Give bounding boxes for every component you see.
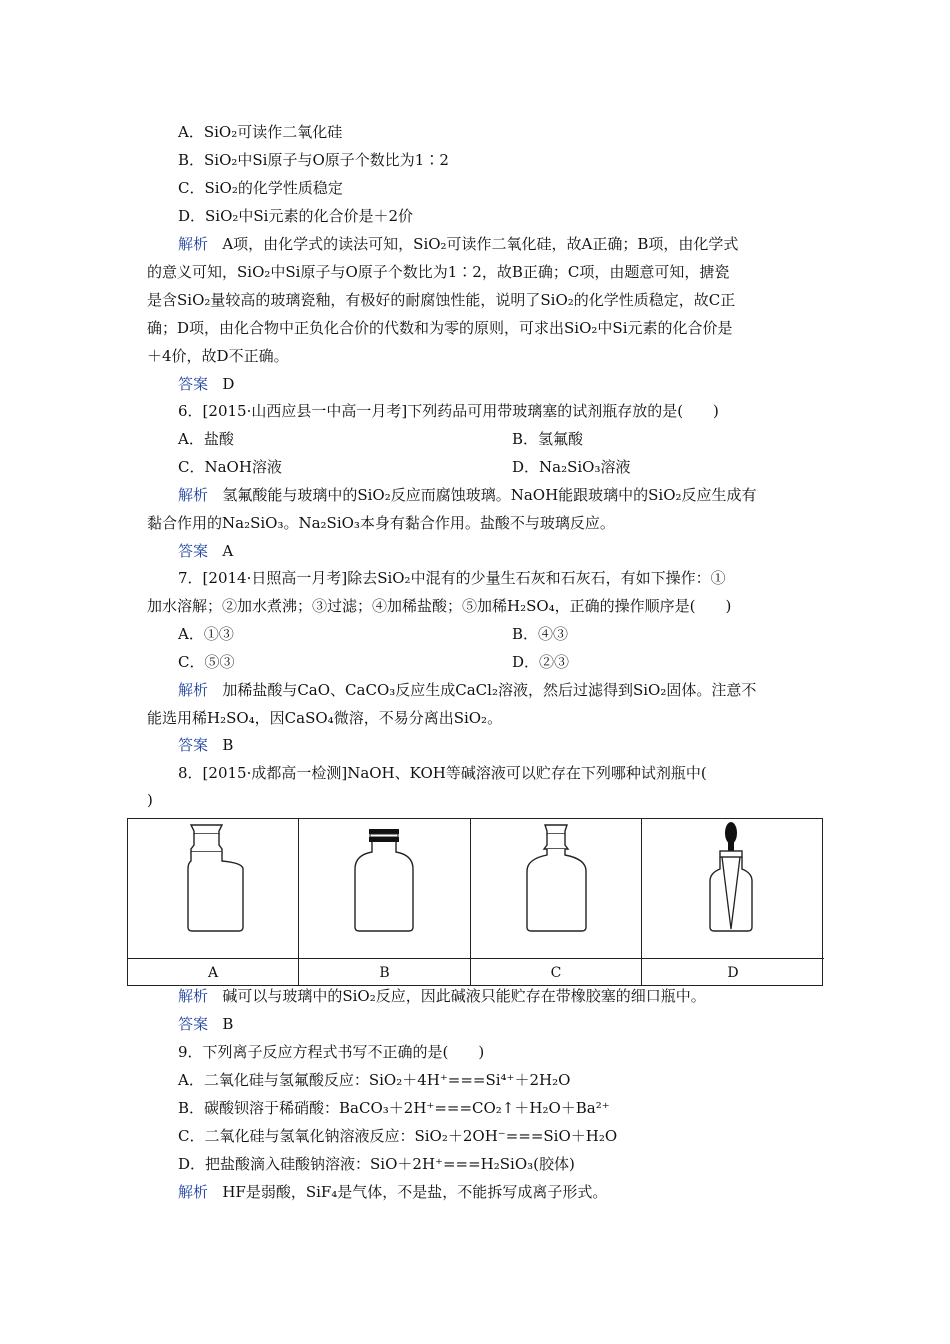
dropper-bottle-icon	[642, 819, 824, 958]
q7-stem-line-2: 加水溶解；②加水煮沸；③过滤；④加稀盐酸；⑤加稀H₂SO₄，正确的操作顺序是( )	[147, 597, 732, 615]
q9-analysis-text-1: HF是弱酸，SiF₄是气体，不是盐，不能拆写成离子形式。	[222, 1183, 608, 1201]
ground-glass-narrow-mouth-bottle-icon	[471, 819, 642, 958]
q5-analysis-line-2: 的意义可知，SiO₂中Si原子与O原子个数比为1∶2，故B正确；C项，由题意可知，搪瓷	[147, 263, 730, 281]
q5-answer-value: D	[222, 375, 235, 393]
bottle-options-table	[127, 818, 823, 986]
q8-analysis-line-1	[178, 985, 706, 1007]
q9-option-d: D．把盐酸滴入硅酸钠溶液：SiO＋2H⁺===H₂SiO₃(胶体)	[178, 1155, 575, 1173]
bottle-label-a: A	[128, 958, 299, 986]
q7-analysis-line-2: 能选用稀H₂SO₄，因CaSO₄微溶，不易分离出SiO₂。	[147, 709, 503, 727]
q7-option-c: C．⑤③	[178, 653, 235, 671]
q6-analysis-text-1: 氢氟酸能与玻璃中的SiO₂反应而腐蚀玻璃。NaOH能跟玻璃中的SiO₂反应生成有	[222, 486, 757, 504]
q6-answer	[178, 540, 233, 562]
q6-answer-value: A	[222, 542, 234, 560]
bottle-cell-c	[471, 819, 642, 958]
q5-option-a: A．SiO₂可读作二氧化硅	[178, 123, 343, 141]
q5-analysis-text-1: A项，由化学式的读法可知，SiO₂可读作二氧化硅，故A正确；B项，由化学式	[222, 235, 739, 253]
q5-option-b: B．SiO₂中Si原子与O原子个数比为1∶2	[178, 151, 449, 169]
q5-analysis-line-4: 确；D项，由化合物中正负化合价的代数和为零的原则，可求出SiO₂中Si元素的化合价是	[147, 319, 733, 337]
analysis-label: 解析	[178, 987, 209, 1005]
q9-stem: 9．下列离子反应方程式书写不正确的是( )	[178, 1043, 485, 1061]
q5-analysis-line-5: ＋4价，故D不正确。	[147, 347, 289, 365]
q7-analysis-line-1	[178, 679, 756, 701]
q7-answer	[178, 734, 233, 756]
q7-option-a: A．①③	[178, 625, 234, 643]
analysis-label: 解析	[178, 1183, 209, 1201]
q7-option-b: B．④③	[512, 625, 569, 643]
answer-label: 答案	[178, 542, 209, 560]
answer-label: 答案	[178, 375, 209, 393]
ground-glass-wide-mouth-bottle-icon	[128, 819, 299, 958]
analysis-label: 解析	[178, 681, 209, 699]
q6-analysis-line-2: 黏合作用的Na₂SiO₃。Na₂SiO₃本身有黏合作用。盐酸不与玻璃反应。	[147, 514, 615, 532]
q8-stem-line-2: )	[147, 791, 153, 809]
bottle-cell-a	[128, 819, 299, 958]
answer-label: 答案	[178, 736, 209, 754]
q7-answer-value: B	[222, 736, 234, 754]
q8-answer-value: B	[222, 1015, 234, 1033]
bottle-cell-d	[642, 819, 824, 958]
q9-option-a: A．二氧化硅与氢氟酸反应：SiO₂＋4H⁺===Si⁴⁺＋2H₂O	[178, 1071, 571, 1089]
q5-analysis-line-3: 是含SiO₂量较高的玻璃瓷釉，有极好的耐腐蚀性能，说明了SiO₂的化学性质稳定，故C正	[147, 291, 736, 309]
q9-option-c: C．二氧化硅与氢氧化钠溶液反应：SiO₂＋2OH⁻===SiO＋H₂O	[178, 1127, 618, 1145]
q8-answer	[178, 1013, 233, 1035]
q5-option-c: C．SiO₂的化学性质稳定	[178, 179, 343, 197]
q6-option-a: A．盐酸	[178, 430, 234, 448]
q6-option-c: C．NaOH溶液	[178, 458, 282, 476]
q5-answer	[178, 373, 234, 395]
bottle-cell-b	[299, 819, 471, 958]
q9-analysis-line-1	[178, 1181, 607, 1203]
q6-option-d: D．Na₂SiO₃溶液	[512, 458, 631, 476]
q6-stem: 6．[2015·山西应县一中高一月考]下列药品可用带玻璃塞的试剂瓶存放的是( )	[178, 402, 719, 420]
bottle-label-d: D	[642, 958, 824, 986]
answer-label: 答案	[178, 1015, 209, 1033]
q7-option-d: D．②③	[512, 653, 570, 671]
analysis-label: 解析	[178, 235, 209, 253]
q8-analysis-text-1: 碱可以与玻璃中的SiO₂反应，因此碱液只能贮存在带橡胶塞的细口瓶中。	[222, 987, 706, 1005]
q9-option-b: B．碳酸钡溶于稀硝酸：BaCO₃＋2H⁺===CO₂↑＋H₂O＋Ba²⁺	[178, 1099, 610, 1117]
q7-analysis-text-1: 加稀盐酸与CaO、CaCO₃反应生成CaCl₂溶液，然后过滤得到SiO₂固体。注意不	[222, 681, 757, 699]
q6-option-b: B．氢氟酸	[512, 430, 584, 448]
q6-analysis-line-1	[178, 484, 757, 506]
bottle-label-c: C	[471, 958, 642, 986]
rubber-stopper-narrow-mouth-bottle-icon	[299, 819, 471, 958]
q7-stem-line-1: 7．[2014·日照高一月考]除去SiO₂中混有的少量生石灰和石灰石，有如下操作：①	[178, 569, 726, 587]
bottle-label-b: B	[299, 958, 471, 986]
analysis-label: 解析	[178, 486, 209, 504]
q5-option-d: D．SiO₂中Si元素的化合价是＋2价	[178, 207, 414, 225]
q8-stem-line-1: 8．[2015·成都高一检测]NaOH、KOH等碱溶液可以贮存在下列哪种试剂瓶中(	[178, 764, 707, 782]
q5-analysis-line-1	[178, 233, 738, 255]
